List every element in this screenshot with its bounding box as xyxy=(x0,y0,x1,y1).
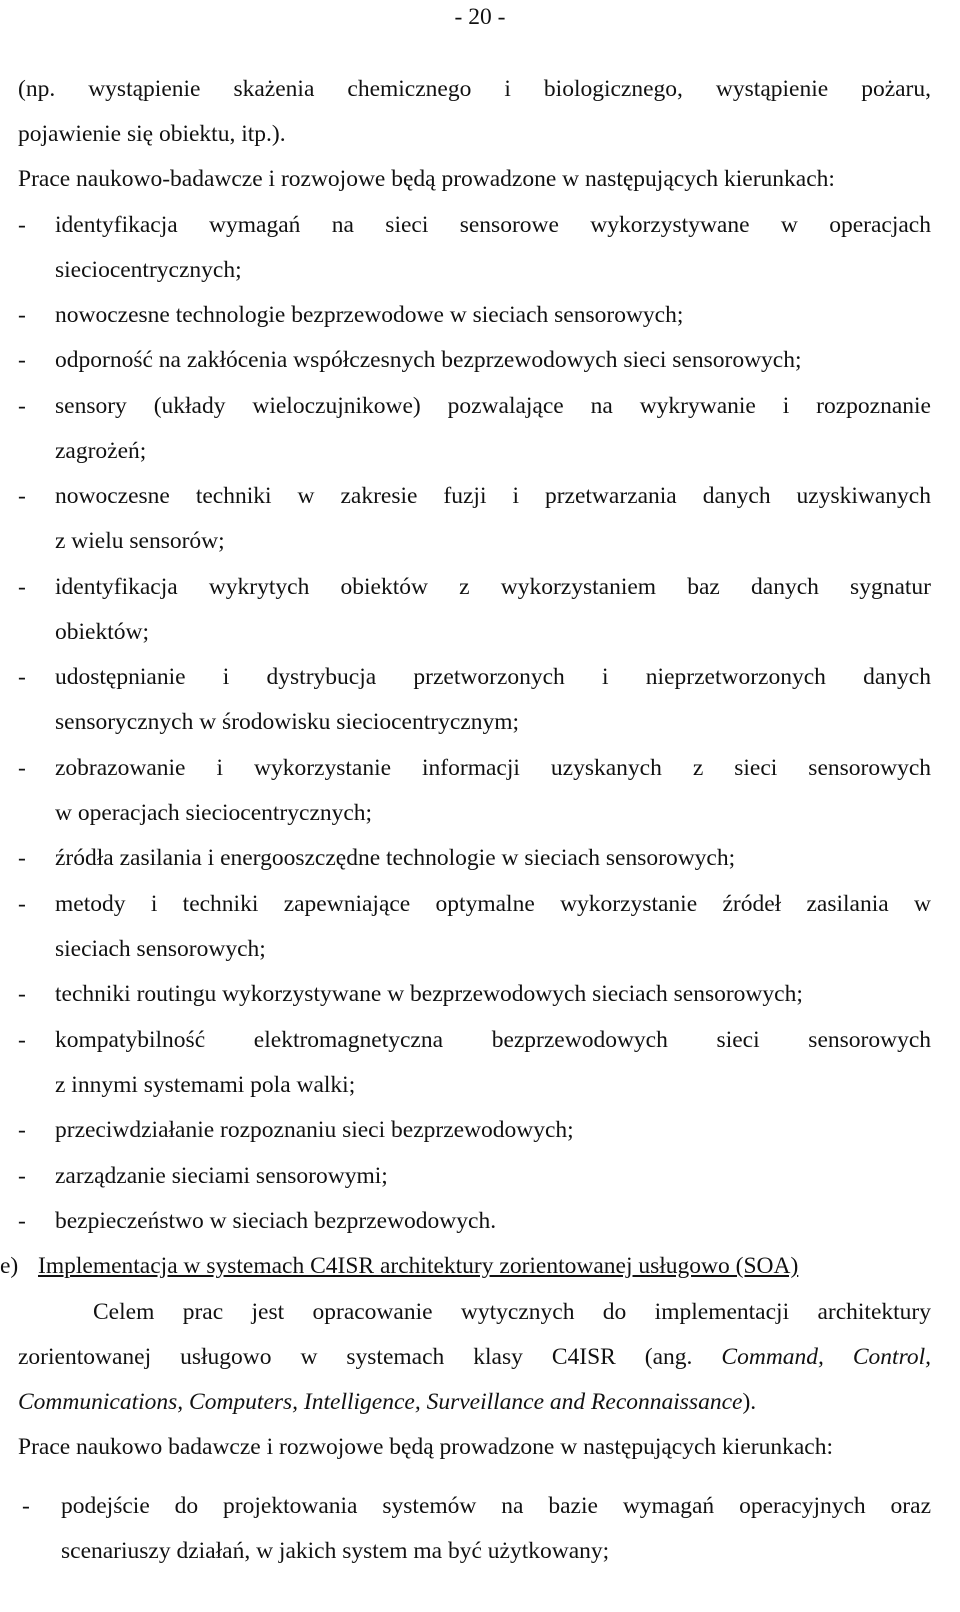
para-line-1: Celem prac jest opracowanie wytycznych do implementacji architektury xyxy=(93,1299,931,1325)
list-item-text: kompatybilność elektromagnetyczna bezprzewodowych sieci sensorowych xyxy=(55,1027,931,1053)
list-dash: - xyxy=(18,1117,26,1143)
list-item-text: nowoczesne techniki w zakresie fuzji i przetwarzania danych uzyskiwanych xyxy=(55,483,931,509)
list-item-text: identyfikacja wykrytych obiektów z wykorzystaniem baz danych sygnatur xyxy=(55,574,931,600)
list-item-text-cont: sensorycznych w środowisku sieciocentrycznym; xyxy=(55,709,519,735)
list-dash: - xyxy=(18,393,26,419)
intro-line-1: (np. wystąpienie skażenia chemicznego i biologicznego, wystąpienie pożaru, xyxy=(18,76,931,102)
list-item-text: zobrazowanie i wykorzystanie informacji uzyskanych z sieci sensorowych xyxy=(55,755,931,781)
para-line-3 xyxy=(18,1387,931,1417)
list-item-text-cont: w operacjach sieciocentrycznych; xyxy=(55,800,373,826)
para-line-2-italic: Command, Control, xyxy=(721,1344,932,1370)
list-item-text: przeciwdziałanie rozpoznaniu sieci bezprzewodowych; xyxy=(55,1117,574,1143)
list-item-text-cont: z wielu sensorów; xyxy=(55,528,225,554)
section-letter: e) xyxy=(0,1253,19,1279)
intro-lead: Prace naukowo-badawcze i rozwojowe będą prowadzone w następujących kierunkach: xyxy=(18,166,835,192)
list-dash: - xyxy=(18,574,26,600)
list-item-text-cont: zagrożeń; xyxy=(55,438,147,464)
list-item-text: udostępnianie i dystrybucja przetworzonych i nieprzetworzonych danych xyxy=(55,664,931,690)
list-item-text: podejście do projektowania systemów na bazie wymagań operacyjnych oraz xyxy=(61,1493,931,1519)
para-line-3-end: ). xyxy=(742,1389,757,1415)
list-item-text: identyfikacja wymagań na sieci sensorowe wykorzystywane w operacjach xyxy=(55,212,931,238)
section-title: Implementacja w systemach C4ISR architektury zorientowanej usługowo (SOA) xyxy=(38,1253,799,1279)
list-item-text: techniki routingu wykorzystywane w bezprzewodowych sieciach sensorowych; xyxy=(55,981,803,1007)
list-item-text-cont: scenariuszy działań, w jakich system ma być użytkowany; xyxy=(61,1538,610,1564)
list-dash: - xyxy=(18,845,26,871)
intro-line-2: pojawienie się obiektu, itp.). xyxy=(18,121,286,147)
list-dash: - xyxy=(18,1027,26,1053)
list-item-text-cont: obiektów; xyxy=(55,619,149,645)
para-line-3-italic: Communications, Computers, Intelligence, Surveillance and Reconnaissance xyxy=(18,1389,743,1415)
list-dash: - xyxy=(18,981,26,1007)
list-item-text-cont: sieciach sensorowych; xyxy=(55,936,266,962)
list-dash: - xyxy=(18,891,26,917)
para-line-2 xyxy=(18,1342,931,1372)
list-item-text-cont: z innymi systemami pola walki; xyxy=(55,1072,356,1098)
list-item-text: bezpieczeństwo w sieciach bezprzewodowych. xyxy=(55,1208,497,1234)
list-item-text-cont: sieciocentrycznych; xyxy=(55,257,242,283)
list-dash: - xyxy=(18,212,26,238)
page-number: - 20 - xyxy=(454,4,506,30)
list-item-text: odporność na zakłócenia współczesnych bezprzewodowych sieci sensorowych; xyxy=(55,347,802,373)
list-item-text: zarządzanie sieciami sensorowymi; xyxy=(55,1163,388,1189)
list-item-text: sensory (układy wieloczujnikowe) pozwalające na wykrywanie i rozpoznanie xyxy=(55,393,931,419)
list-dash: - xyxy=(18,302,26,328)
para-line-2-text: zorientowanej usługowo w systemach klasy C4ISR (ang. xyxy=(18,1344,693,1370)
list-dash: - xyxy=(22,1493,30,1519)
list-dash: - xyxy=(18,1208,26,1234)
list-item-text: źródła zasilania i energooszczędne technologie w sieciach sensorowych; xyxy=(55,845,736,871)
list-dash: - xyxy=(18,755,26,781)
list-dash: - xyxy=(18,347,26,373)
list-dash: - xyxy=(18,1163,26,1189)
para-lead: Prace naukowo badawcze i rozwojowe będą prowadzone w następujących kierunkach: xyxy=(18,1434,833,1460)
list-item-text: metody i techniki zapewniające optymalne wykorzystanie źródeł zasilania w xyxy=(55,891,931,917)
list-dash: - xyxy=(18,664,26,690)
list-dash: - xyxy=(18,483,26,509)
list-item-text: nowoczesne technologie bezprzewodowe w sieciach sensorowych; xyxy=(55,302,684,328)
